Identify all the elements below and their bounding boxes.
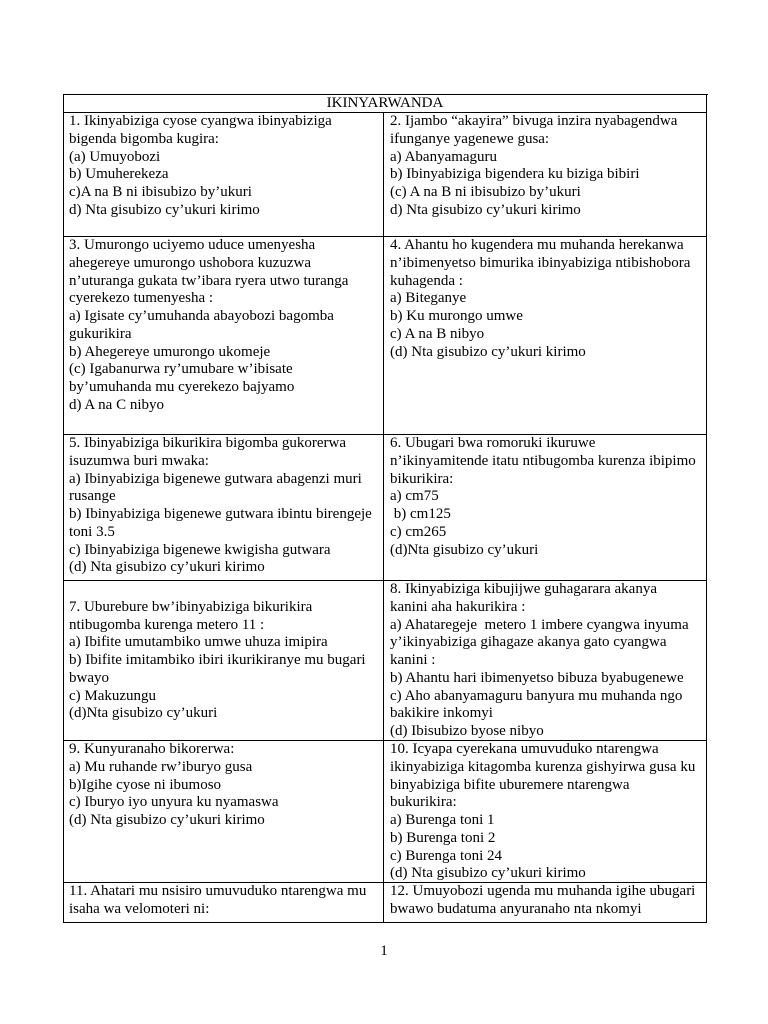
answer-option-line: c) Iburyo iyo unyura ku nyamaswa [69,794,279,811]
table-header-row [64,95,708,113]
question-text-line: binyabiziga bifite uburemere ntarengwa [390,776,630,793]
question-text-line: bigenda bigomba kugira: [69,130,219,147]
question-text-line: 9. Kunyuranaho bikorerwa: [69,741,235,757]
answer-option-line: c) Burenga toni 24 [390,847,503,864]
question-text-line: ntibugomba kurenga metero 11 : [69,616,265,633]
answer-option-line: toni 3.5 [69,523,115,540]
table-row [64,113,708,237]
question-text-line: 3. Umurongo uciyemo uduce umenyesha [69,237,316,253]
answer-option-line: bwayo [69,669,109,686]
question-cell-9 [64,741,384,883]
question-text-line: bikurikira: [390,470,454,487]
question-text-line: 6. Ubugari bwa romoruki ikuruwe [390,435,596,451]
answer-option-line: (d) Nta gisubizo cy’ukuri kirimo [69,559,265,576]
table-header-title: IKINYARWANDA [64,95,707,113]
answer-option-line: a) Mu ruhande rw’iburyo gusa [69,758,253,775]
question-cell-7 [64,581,384,741]
question-text-line: 8. Ikinyabiziga kibujijwe guhagarara akanya [390,581,657,597]
answer-option-line: b)Igihe cyose ni ibumoso [69,776,222,793]
answer-option-line: d) Nta gisubizo cy’ukuri kirimo [69,201,260,218]
table-row [64,435,708,581]
answer-option-line: (d) Nta gisubizo cy’ukuri kirimo [390,343,586,360]
answer-option-line: y’ikinyabiziga gihagaze akanya gato cyangwa [390,634,667,651]
answer-option-line: d) A na C nibyo [69,396,165,413]
answer-option-line: c) cm265 [390,523,447,540]
answer-option-line: a) Igisate cy’umuhanda abayobozi bagomba [69,308,334,324]
question-text-line: ikinyabiziga kitagomba kurenza gishyirwa gusa ku [390,758,696,775]
question-text-line: isuzumwa buri mwaka: [69,452,209,469]
answer-option-line: a) Biteganye [390,290,467,307]
answer-option-line: gukurikira [69,325,132,342]
question-text-line: isaha wa velomoteri ni: [69,900,210,917]
answer-option-line: bakikire inkomyi [390,705,493,722]
answer-option-line: b) Ibinyabiziga bigenewe gutwara ibintu birengeje [69,506,372,522]
question-text-line: 2. Ijambo “akayira” bivuga inzira nyabagendwa [390,113,678,129]
answer-option-line: b) Ku murongo umwe [390,308,523,324]
question-text-line: bukurikira: [390,794,457,811]
answer-option-line: a) Burenga toni 1 [390,812,495,828]
answer-option-line: c) Makuzungu [69,687,157,704]
table-row [64,741,708,883]
answer-option-line: c) Aho abanyamaguru banyura mu muhanda ngo [390,687,683,704]
question-text-line: kanini aha hakurikira : [390,598,526,615]
answer-option-line: (d)Nta gisubizo cy’ukuri [390,541,539,558]
answer-option-line: d) Nta gisubizo cy’ukuri kirimo [390,201,581,218]
answer-option-line: (d)Nta gisubizo cy’ukuri [69,705,218,722]
answer-option-line: kanini : [390,652,436,668]
question-cell-2 [384,113,707,237]
answer-option-line: (c) Igabanurwa ry’umubare w’ibisate [69,361,293,378]
question-cell-1 [64,113,384,237]
question-text-line: 7. Uburebure bw’ibinyabiziga bikurikira [69,598,313,615]
table-row [64,581,708,741]
question-text-line: 1. Ikinyabiziga cyose cyangwa ibinyabiziga [69,113,332,129]
answer-option-line: (d) Ibisubizo byose nibyo [390,723,544,739]
answer-option-line: a) Ibinyabiziga bigenewe gutwara abagenzi muri [69,470,362,487]
answer-option-line: a) Abanyamaguru [390,148,498,165]
question-text-line: 11. Ahatari mu nsisiro umuvuduko ntarengwa mu [69,883,367,899]
question-cell-10 [384,741,707,883]
answer-option-line: (d) Nta gisubizo cy’ukuri kirimo [390,865,586,882]
answer-option-line: c)A na B ni ibisubizo by’ukuri [69,184,252,200]
question-text-line: 12. Umuyobozi ugenda mu muhanda igihe ubugari [390,883,696,899]
question-cell-3 [64,237,384,435]
question-text-line: kuhagenda : [390,272,463,289]
question-cell-12 [384,883,707,923]
answer-option-line: a) Ibifite umutambiko umwe uhuza imipira [69,634,328,651]
answer-option-line: (a) Umuyobozi [69,148,161,165]
answer-option-line: (c) A na B ni ibisubizo by’ukuri [390,184,581,200]
answer-option-line: b) Umuherekeza [69,166,169,183]
answer-option-line: b) Burenga toni 2 [390,829,496,846]
question-cell-6 [384,435,707,581]
question-cell-5 [64,435,384,581]
answer-option-line: b) Ibifite imitambiko ibiri ikurikiranye mu bugari [69,652,366,668]
question-cell-11 [64,883,384,923]
question-cell-8 [384,581,707,741]
answer-option-line: b) Ibinyabiziga bigendera ku biziga bibiri [390,166,640,183]
question-text-line: cyerekezo tumenyesha : [69,290,214,307]
table-row [64,883,708,923]
question-text-line: n’ikinyamitende itatu ntibugomba kurenza ibipimo [390,452,696,469]
answer-option-line: b) Ahantu hari ibimenyetso bibuza byabugenewe [390,669,684,686]
question-text-line: n’ibimenyetso bimurika ibinyabiziga ntibishobora [390,254,691,271]
question-text-line: ifunganye yagenewe gusa: [390,130,550,147]
answer-option-line: (d) Nta gisubizo cy’ukuri kirimo [69,812,265,828]
question-text-line: 10. Icyapa cyerekana umuvuduko ntarengwa [390,741,659,757]
answer-option-line: b) Ahegereye umurongo ukomeje [69,343,271,360]
question-text-line: ahegereye umurongo ushobora kuzuzwa [69,254,311,271]
answer-option-line: by’umuhanda mu cyerekezo bajyamo [69,379,295,395]
answer-option-line: a) cm75 [390,488,439,505]
answer-option-line: rusange [69,488,116,505]
answer-option-line: b) cm125 [390,506,451,522]
answer-option-line: c) A na B nibyo [390,325,485,342]
question-text-line: bwawo budatuma anyuranaho nta nkomyi [390,900,642,917]
answer-option-line: c) Ibinyabiziga bigenewe kwigisha gutwara [69,541,331,558]
answer-option-line: a) Ahataregeje metero 1 imbere cyangwa inyuma [390,616,689,633]
question-text-line: 4. Ahantu ho kugendera mu muhanda herekanwa [390,237,684,253]
question-text-line: 5. Ibinyabiziga bikurikira bigomba gukorerwa [69,435,347,451]
table-row [64,237,708,435]
quiz-table [63,94,708,923]
question-text-line: n’uturanga gukata tw’ibara ryera utwo turanga [69,272,349,289]
page-number: 1 [380,943,388,959]
question-cell-4 [384,237,707,435]
